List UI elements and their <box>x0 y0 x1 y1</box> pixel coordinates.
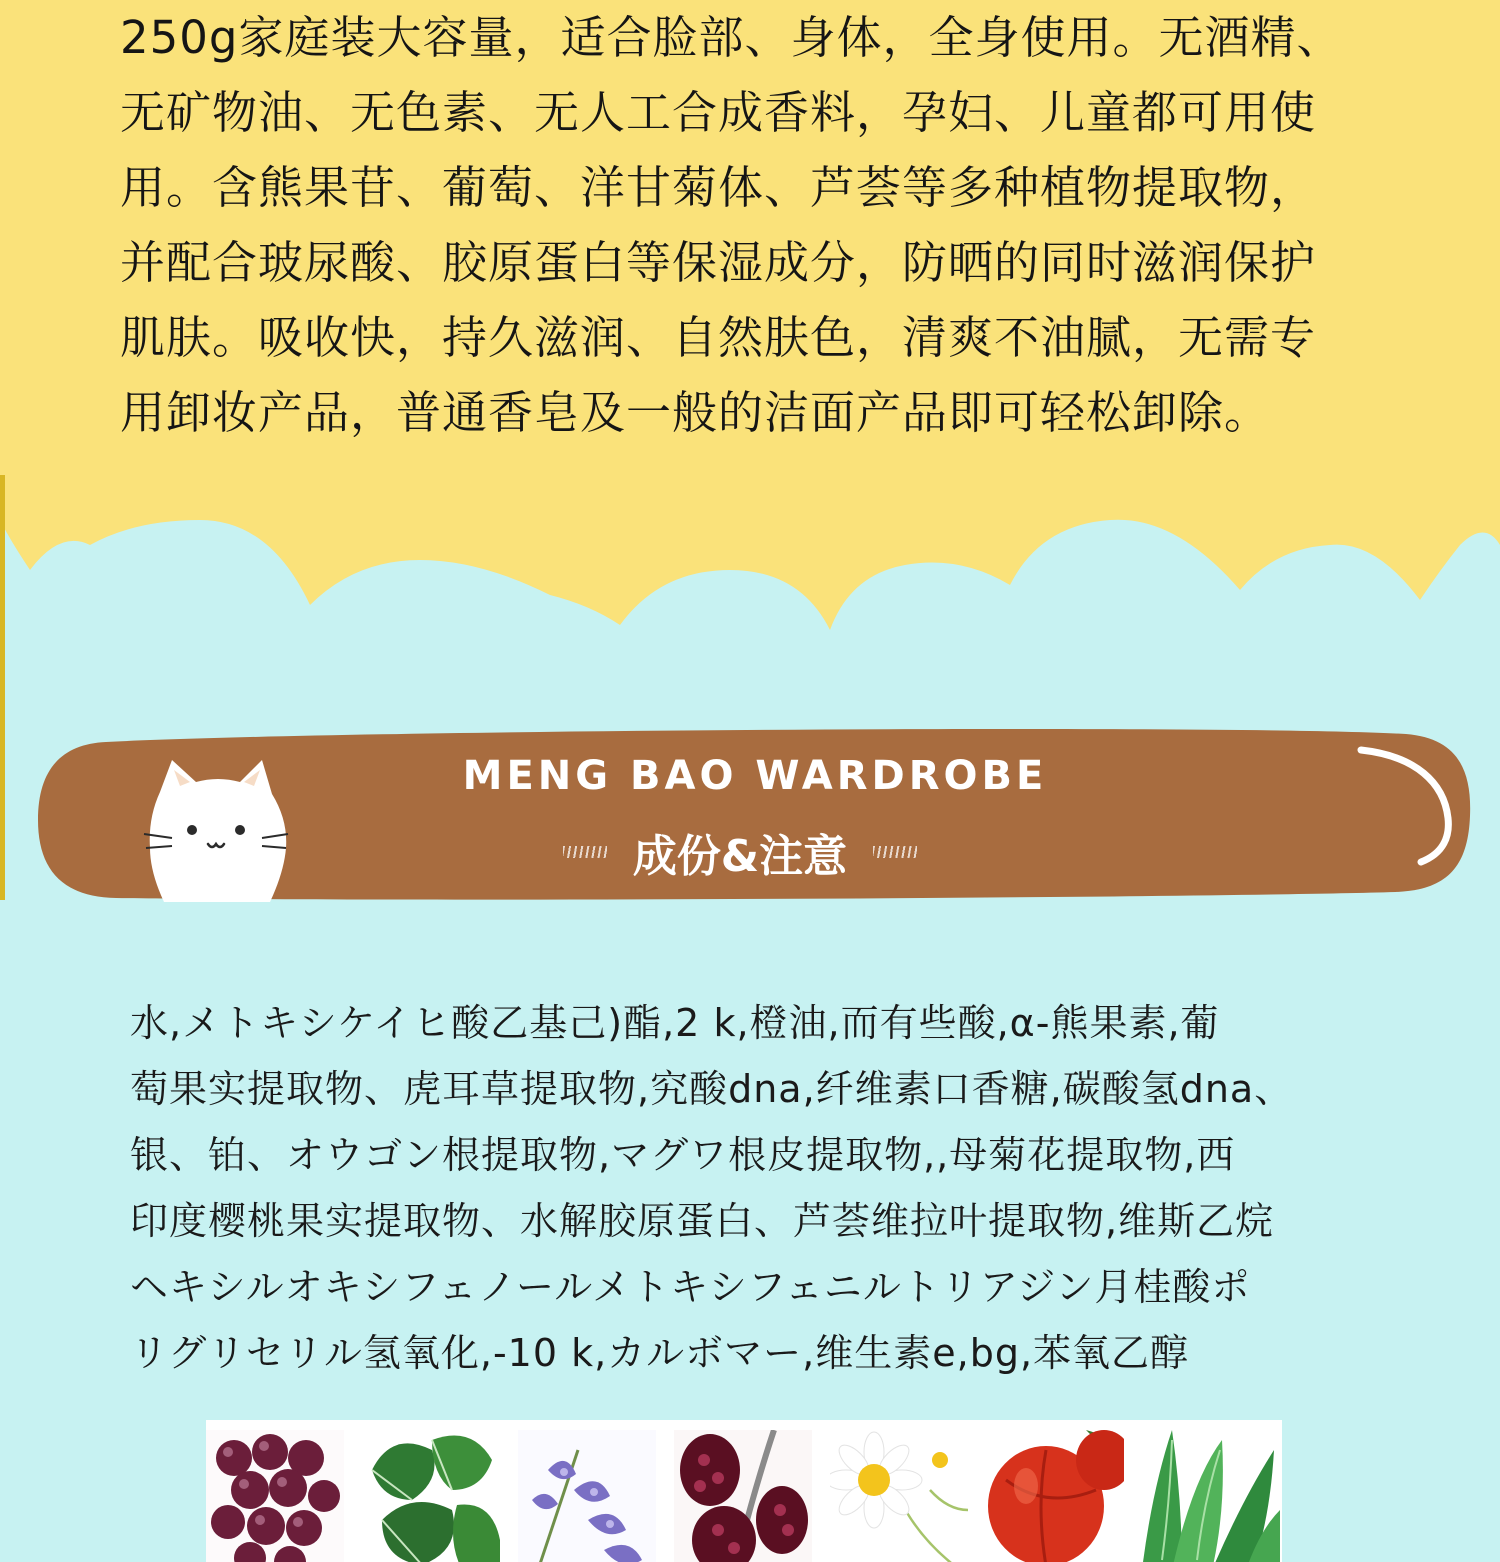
description-line: 用卸妆产品，普通香皂及一般的洁面产品即可轻松卸除。 <box>120 386 1271 439</box>
decorative-hatch-right <box>873 846 917 858</box>
description-line: 无矿物油、无色素、无人工合成香料，孕妇、儿童都可用使 <box>120 86 1317 139</box>
saxifrage-leaf-icon <box>362 1430 500 1562</box>
acerola-cherry-icon <box>986 1430 1124 1562</box>
aloe-vera-icon <box>1142 1430 1280 1562</box>
ingredients-line: 水,メトキシケイヒ酸乙基己)酯,2 k,橙油,而有些酸,α-熊果素,葡 <box>130 1001 1220 1045</box>
ingredients-line: ヘキシルオキシフェノールメトキシフェニルトリアジン月桂酸ポ <box>130 1265 1251 1309</box>
decorative-hatch-left <box>563 846 607 858</box>
description-line: 用。含熊果苷、葡萄、洋甘菊体、芦荟等多种植物提取物， <box>120 161 1317 214</box>
ingredients-line: リグリセリル氢氧化,-10 k,カルボマー,维生素e,bg,苯氧乙醇 <box>130 1331 1190 1375</box>
banner-title: MENG BAO WARDROBE <box>462 753 1048 799</box>
product-description <box>120 0 1440 450</box>
ingredients-line: 银、铂、オウゴン根提取物,マグワ根皮提取物,,母菊花提取物,西 <box>130 1133 1236 1177</box>
chamomile-icon <box>830 1430 968 1562</box>
ingredients-list <box>130 990 1440 1386</box>
botanical-photo-strip <box>206 1420 1282 1562</box>
banner-subtitle: 成份&注意 <box>632 831 848 882</box>
description-line: 并配合玻尿酸、胶原蛋白等保湿成分，防晒的同时滋润保护 <box>120 236 1317 289</box>
ingredients-line: 印度樱桃果实提取物、水解胶原蛋白、芦荟维拉叶提取物,维斯乙烷 <box>130 1199 1275 1243</box>
description-line: 250g家庭装大容量，适合脸部、身体，全身使用。无酒精、 <box>120 11 1343 64</box>
cat-mascot-icon <box>138 752 298 902</box>
skullcap-flower-icon <box>518 1430 656 1562</box>
ingredients-line: 萄果实提取物、虎耳草提取物,究酸dna,纤维素口香糖,碳酸氢dna、 <box>130 1067 1294 1111</box>
description-line: 肌肤。吸收快，持久滋润、自然肤色，清爽不油腻，无需专 <box>120 311 1317 364</box>
mulberry-icon <box>674 1430 812 1562</box>
grapes-icon <box>206 1430 344 1562</box>
